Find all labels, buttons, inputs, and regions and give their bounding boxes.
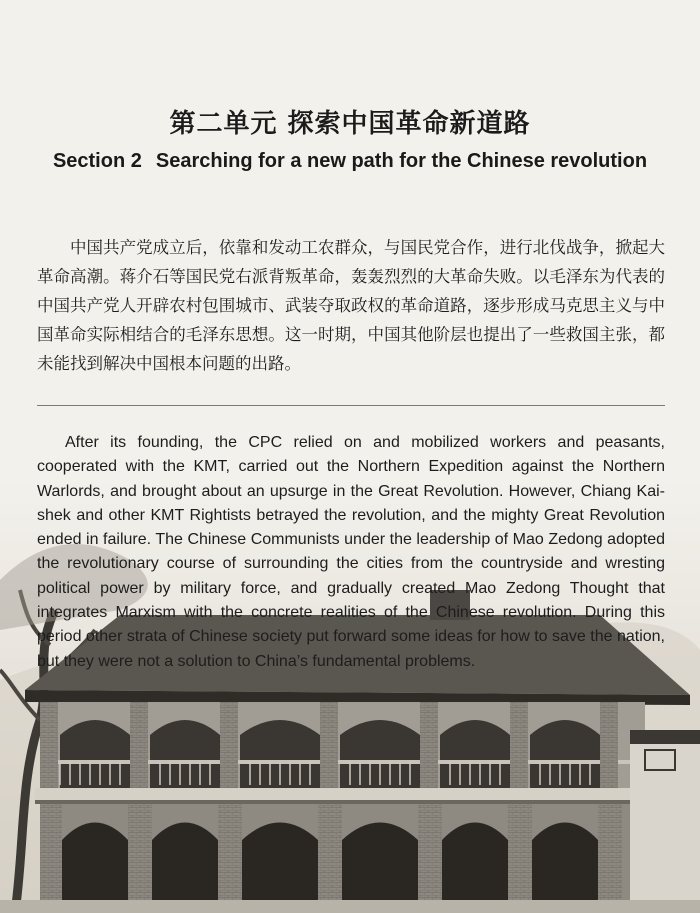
section-title: Searching for a new path for the Chinese revolution [155, 150, 648, 172]
section-heading [0, 150, 700, 173]
intro-paragraph-chinese: 中国共产党成立后，依靠和发动工农群众，与国民党合作，进行北伐战争，掀起大革命高潮。蒋介石等国民党右派背叛革命，轰轰烈烈的大革命失败。以毛泽东为代表的中国共产党人开辟农村包围城市、武装夺取政权的革命道路，逐步形成马克思主义与中国革命实际相结合的毛泽东思想。这一时期，中国其他阶层也提出了一些救国主张，都未能找到解决中国根本问题的出路。 [37, 238, 665, 373]
unit-title: 第二单元 探索中国革命新道路 [169, 109, 531, 139]
divider-rule [37, 405, 665, 406]
section-label: Section 2 [52, 150, 142, 172]
intro-paragraph-english: After its founding, the CPC relied on and mobilized workers and peasants, cooperated with the KMT, carried out the Northern Expedition against the Northern Warlords, and brought about an upsurge in the Great Revolution. However, Chiang Kai-shek and other KMT Rightists betrayed the revolution, and the mighty Great Revolution ended in failure. The Chinese Communists under the leadership of Mao Zedong adopted the revolutionary course of surrounding the cities from the countryside and wresting political power by military force, and gradually created Mao Zedong Thought that integrates Marxism with the concrete realities of the Chinese revolution. During this period other strata of Chinese society put forward some ideas for how to save the nation, but they were not a solution to China’s fundamental problems. [37, 434, 665, 670]
